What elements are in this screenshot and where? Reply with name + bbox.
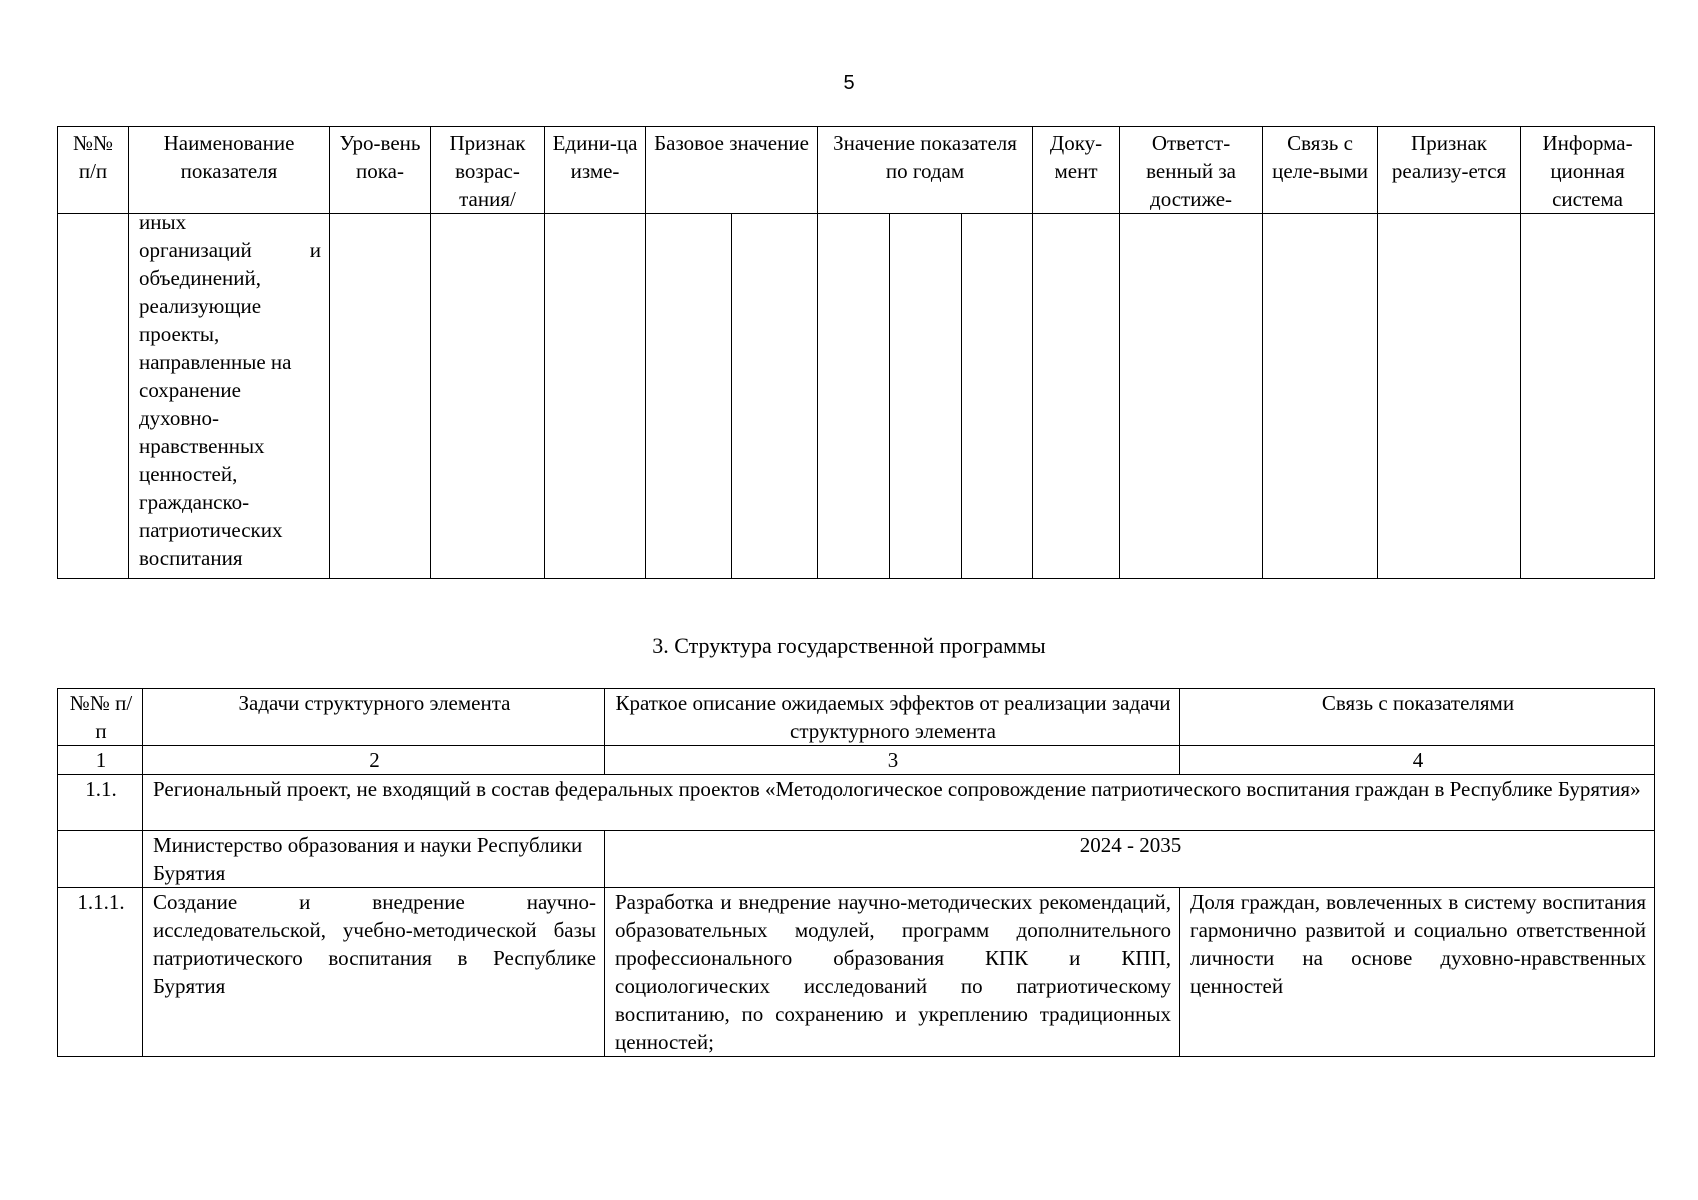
cell-base-value-a bbox=[646, 214, 732, 579]
indicator-name-line: духовно- bbox=[139, 406, 220, 430]
indicator-name-line: патриотических bbox=[139, 518, 283, 542]
indicator-name-line: проекты, bbox=[139, 322, 220, 346]
indicator-name-line: объединений, bbox=[139, 266, 262, 290]
col-number-1: 1 bbox=[58, 746, 143, 775]
indicator-name-line: иных bbox=[139, 210, 187, 234]
task-text: Создание и внедрение научно-исследовательской, учебно-методической базы патриотического воспитания в Республике Бурятия bbox=[143, 888, 605, 1057]
cell-base-value-b bbox=[732, 214, 818, 579]
header-level: Уро-вень пока- bbox=[330, 127, 431, 214]
cell-indicator-name bbox=[129, 210, 330, 579]
header-num: №№ п/п bbox=[58, 689, 143, 746]
indicator-name-line: реализующие bbox=[139, 294, 262, 318]
header-unit: Едини-ца изме- bbox=[545, 127, 646, 214]
header-effects: Краткое описание ожидаемых эффектов от реализации задачи структурного элемента bbox=[605, 689, 1180, 746]
cell-realization-sign bbox=[1378, 214, 1521, 579]
effect-text: Разработка и внедрение научно-методических рекомендаций, образовательных модулей, программ дополнительного профессионального образования КПК и КПП, социологических исследований по патриотическому воспитанию, по сохранению и укреплению традиционных ценностей; bbox=[605, 888, 1180, 1057]
header-tasks: Задачи структурного элемента bbox=[143, 689, 605, 746]
responsible-row bbox=[58, 831, 1655, 888]
header-values-by-year: Значение показателя по годам bbox=[818, 127, 1033, 214]
cell-goal-link bbox=[1263, 214, 1378, 579]
indicator-link-text: Доля граждан, вовлеченных в систему воспитания гармонично развитой и социально ответственной личности на основе духовно-нравственных ценностей bbox=[1180, 888, 1655, 1057]
cell-growth-sign bbox=[431, 214, 545, 579]
project-row bbox=[58, 775, 1655, 831]
indicators-header-row bbox=[58, 127, 1655, 214]
project-title: Региональный проект, не входящий в состав федеральных проектов «Методологическое сопровождение патриотического воспитания граждан в Республике Бурятия» bbox=[143, 775, 1655, 831]
indicator-name-line: направленные на bbox=[139, 350, 292, 374]
header-info-system: Информа-ционная система bbox=[1521, 127, 1655, 214]
header-document: Доку-мент bbox=[1033, 127, 1120, 214]
responsible-org: Министерство образования и науки Республики Бурятия bbox=[143, 831, 605, 888]
header-realization-sign: Признак реализу-ется bbox=[1378, 127, 1521, 214]
indicators-table-continued bbox=[57, 126, 1655, 579]
structure-header-row bbox=[58, 689, 1655, 746]
header-indicator-name: Наименование показателя bbox=[129, 127, 330, 214]
cell-year-2 bbox=[890, 214, 962, 579]
project-num: 1.1. bbox=[58, 775, 143, 831]
cell-document bbox=[1033, 214, 1120, 579]
task-row bbox=[58, 888, 1655, 1057]
header-base-value: Базовое значение bbox=[646, 127, 818, 214]
responsible-num bbox=[58, 831, 143, 888]
cell-num bbox=[58, 214, 129, 579]
header-goal-link: Связь с целе-выми bbox=[1263, 127, 1378, 214]
indicator-name-line: организаций и bbox=[139, 238, 321, 262]
indicator-name-text bbox=[139, 208, 321, 572]
header-link: Связь с показателями bbox=[1180, 689, 1655, 746]
indicator-row bbox=[58, 214, 1655, 579]
implementation-period: 2024 - 2035 bbox=[605, 831, 1655, 888]
column-numbers-row bbox=[58, 746, 1655, 775]
col-number-2: 2 bbox=[143, 746, 605, 775]
cell-info-system bbox=[1521, 214, 1655, 579]
indicator-name-line: ценностей, bbox=[139, 462, 238, 486]
header-num: №№ п/п bbox=[58, 127, 129, 214]
indicator-name-line: сохранение bbox=[139, 378, 241, 402]
header-responsible: Ответст-венный за достиже- bbox=[1120, 127, 1263, 214]
program-structure-table bbox=[57, 688, 1655, 1057]
task-num: 1.1.1. bbox=[58, 888, 143, 1057]
cell-responsible bbox=[1120, 214, 1263, 579]
cell-year-3 bbox=[962, 214, 1033, 579]
cell-unit bbox=[545, 214, 646, 579]
col-number-4: 4 bbox=[1180, 746, 1655, 775]
indicator-name-line: нравственных bbox=[139, 434, 265, 458]
col-number-3: 3 bbox=[605, 746, 1180, 775]
indicator-name-line: гражданско- bbox=[139, 490, 250, 514]
indicator-name-line: воспитания bbox=[139, 546, 243, 570]
cell-year-1 bbox=[818, 214, 890, 579]
header-growth-sign: Признак возрас-тания/ bbox=[431, 127, 545, 214]
page-number: 5 bbox=[843, 72, 855, 94]
section-title: 3. Структура государственной программы bbox=[652, 633, 1046, 658]
cell-level bbox=[330, 214, 431, 579]
